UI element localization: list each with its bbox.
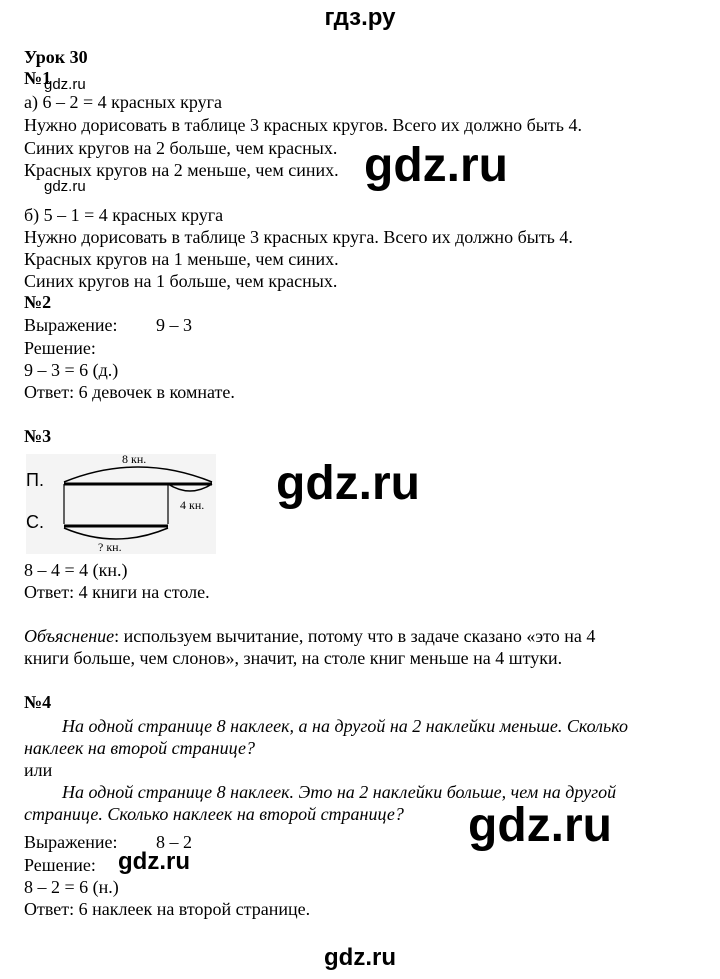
task4-expression-label: Выражение: — [24, 832, 118, 852]
task2-expression-label: Выражение: — [24, 315, 118, 335]
diagram-bottom-label: ? кн. — [98, 540, 122, 554]
task2-expression-value: 9 – 3 — [156, 315, 192, 335]
diagram-row2-label: С. — [26, 512, 44, 532]
task2-number: №2 — [24, 292, 52, 312]
task4-variant2-line1: На одной странице 8 наклеек. Это на 2 наклейки больше, чем на другой — [62, 782, 617, 802]
lesson-title: Урок 30 — [24, 47, 88, 67]
task1-b-line: б) 5 – 1 = 4 красных круга — [24, 205, 224, 225]
task1-b-text-3: Синих кругов на 1 больше, чем красных. — [24, 271, 338, 291]
task4-or: или — [24, 760, 53, 780]
watermark-small: gdz.ru — [44, 76, 86, 93]
task2-answer: Ответ: 6 девочек в комнате. — [24, 382, 235, 402]
diagram-top-label: 8 кн. — [122, 452, 147, 466]
watermark-bottom: gdz.ru — [324, 944, 396, 971]
task4-answer: Ответ: 6 наклеек на второй странице. — [24, 899, 311, 919]
task3-answer: Ответ: 4 книги на столе. — [24, 582, 210, 602]
task1-a-text-2: Синих кругов на 2 больше, чем красных. — [24, 138, 338, 158]
task1-a-text-3: Красных кругов на 2 меньше, чем синих. — [24, 160, 339, 180]
explanation-text: : используем вычитание, потому что в задаче сказано «это на 4 — [114, 626, 596, 646]
task1-a-text-1: Нужно дорисовать в таблице 3 красных кругов. Всего их должно быть 4. — [24, 115, 582, 135]
task4-solution: 8 – 2 = 6 (н.) — [24, 877, 119, 897]
task4-variant1-line2: наклеек на второй странице? — [24, 738, 256, 758]
task1-number: №1 — [24, 68, 52, 88]
task2-solution-label: Решение: — [24, 338, 96, 358]
task4-number: №4 — [24, 692, 52, 712]
task4-variant2-line2: странице. Сколько наклеек на второй странице? — [24, 804, 404, 824]
watermark-big: gdz.ru — [468, 799, 612, 852]
site-title[interactable]: гдз.ру — [324, 4, 396, 31]
task1-b-text-1: Нужно дорисовать в таблице 3 красных круга. Всего их должно быть 4. — [24, 227, 573, 247]
task4-variant1-line1: На одной странице 8 наклеек, а на другой на 2 наклейки меньше. Сколько — [62, 716, 628, 736]
watermark-mid: gdz.ru — [118, 848, 190, 875]
watermark-big: gdz.ru — [276, 457, 420, 510]
task3-explanation-line2: книги больше, чем слонов», значит, на столе книг меньше на 4 штуки. — [24, 648, 563, 668]
task1-b-text-2: Красных кругов на 1 меньше, чем синих. — [24, 249, 339, 269]
task3-number: №3 — [24, 426, 52, 446]
task3-explanation-line1 — [24, 626, 595, 647]
task1-a-line: а) 6 – 2 = 4 красных круга — [24, 92, 222, 112]
watermark-big: gdz.ru — [364, 139, 508, 192]
diagram-diff-label: 4 кн. — [180, 498, 205, 512]
books-diagram — [26, 454, 216, 554]
task4-solution-label: Решение: — [24, 855, 96, 875]
task2-solution: 9 – 3 = 6 (д.) — [24, 360, 119, 380]
diagram-row1-label: П. — [26, 470, 44, 490]
explanation-label: Объяснение — [24, 626, 115, 646]
task4-expression-value: 8 – 2 — [156, 832, 192, 852]
task3-solution: 8 – 4 = 4 (кн.) — [24, 560, 128, 580]
watermark-small: gdz.ru — [44, 178, 86, 195]
